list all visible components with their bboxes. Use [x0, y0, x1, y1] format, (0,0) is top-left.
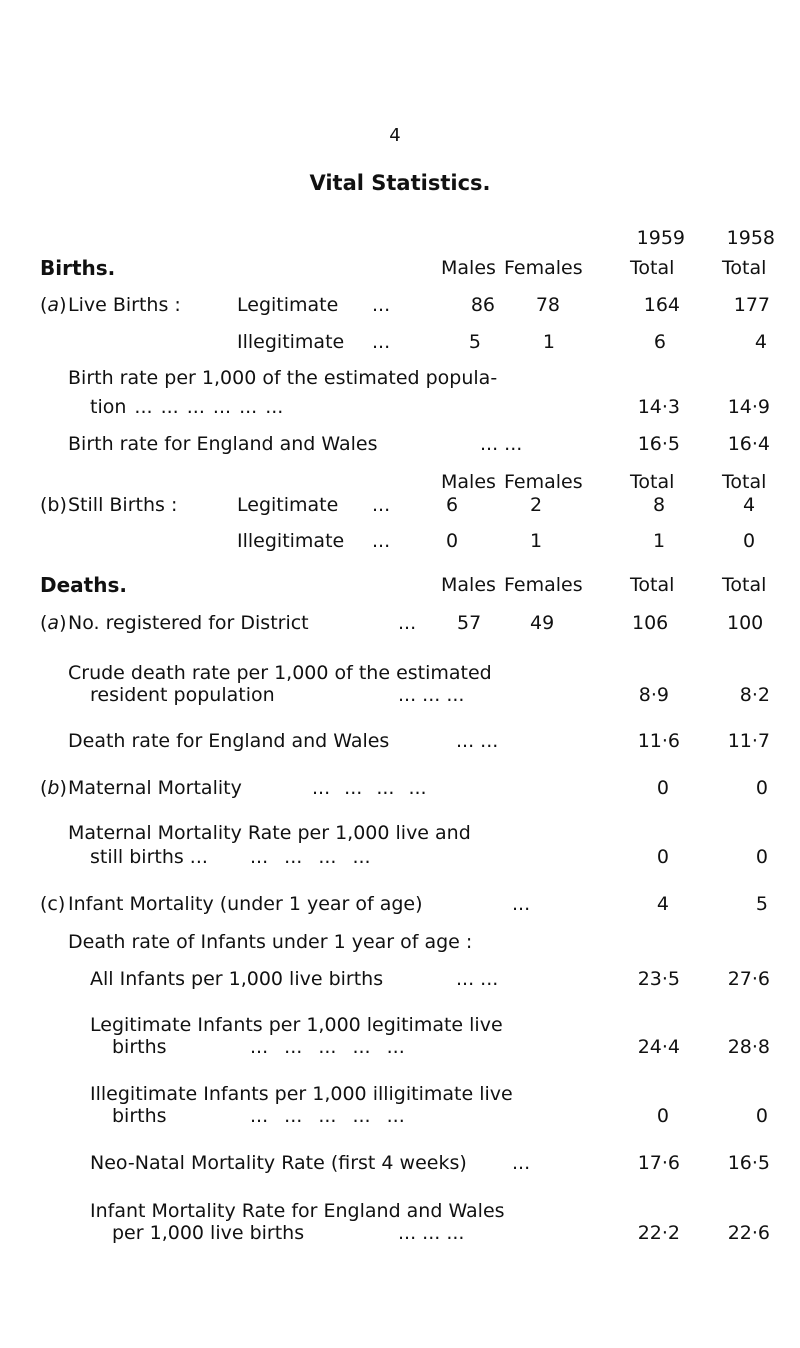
deaths-col-total-1958: Total [722, 574, 767, 596]
ew-birth-rate-1959: 16·5 [637, 433, 680, 455]
live-legit-males: 86 [470, 294, 495, 316]
ew-birth-rate-label: Birth rate for England and Wales [68, 433, 378, 455]
still-births-label: Still Births : [68, 494, 178, 516]
ew-infant-line1: Infant Mortality Rate for England and Wales [90, 1200, 505, 1222]
legit-infants-line1: Legitimate Infants per 1,000 legitimate live [90, 1014, 503, 1036]
leader-dots: ... [372, 494, 391, 516]
registered-females: 49 [530, 612, 555, 634]
birth-rate-1958: 14·9 [727, 396, 770, 418]
still-legit-total-1959: 8 [653, 494, 666, 516]
registered-marker: (a) [40, 612, 67, 634]
ew-infant-1959: 22·2 [637, 1222, 680, 1244]
leader-dots: ... [398, 612, 417, 634]
leader-dots: ... ... ... [398, 684, 465, 706]
infant-label: Infant Mortality (under 1 year of age) [68, 893, 423, 915]
ew-infant-line2: per 1,000 live births [112, 1222, 305, 1244]
live-legit-females: 78 [535, 294, 560, 316]
col-males: Males [441, 257, 496, 279]
live-illegit-label: Illegitimate [237, 331, 345, 353]
live-illegit-males: 5 [468, 331, 481, 353]
still-illegit-total-1958: 0 [743, 530, 756, 552]
leader-dots: ... [512, 893, 531, 915]
birth-rate-line1: Birth rate per 1,000 of the estimated popula- [68, 367, 498, 389]
live-births-label: Live Births : [68, 294, 181, 316]
birth-rate-line2: tion ... ... ... ... ... ... [90, 396, 284, 418]
infant-1959: 4 [656, 893, 669, 915]
crude-1958: 8·2 [739, 684, 770, 706]
live-legit-total-1958: 177 [733, 294, 770, 316]
live-illegit-total-1959: 6 [653, 331, 666, 353]
live-births-marker: (a) [40, 294, 67, 316]
still-illegit-total-1959: 1 [653, 530, 666, 552]
illegit-infants-1958: 0 [755, 1105, 768, 1127]
still-col-females: Females [504, 471, 583, 493]
birth-rate-1959: 14·3 [637, 396, 680, 418]
year-1959: 1959 [636, 227, 685, 249]
still-col-males: Males [441, 471, 496, 493]
infant-rate-heading: Death rate of Infants under 1 year of age : [68, 931, 473, 953]
deaths-col-females: Females [504, 574, 583, 596]
crude-line2: resident population [90, 684, 275, 706]
maternal-rate-1959: 0 [656, 846, 669, 868]
page-title: Vital Statistics. [309, 171, 491, 195]
registered-total-1958: 100 [727, 612, 764, 634]
still-legit-females: 2 [530, 494, 543, 516]
maternal-1958: 0 [755, 777, 768, 799]
registered-label: No. registered for District [68, 612, 309, 634]
leader-dots: ... ... [480, 433, 523, 455]
maternal-rate-line1: Maternal Mortality Rate per 1,000 live and [68, 822, 471, 844]
live-illegit-females: 1 [542, 331, 555, 353]
all-infants-1959: 23·5 [637, 968, 680, 990]
maternal-label: Maternal Mortality [68, 777, 242, 799]
leader-dots: ... ... ... [398, 1222, 465, 1244]
still-col-total-1959: Total [630, 471, 675, 493]
still-illegit-females: 1 [530, 530, 543, 552]
leader-dots: ... ... [456, 968, 499, 990]
ew-death-label: Death rate for England and Wales [68, 730, 390, 752]
all-infants-1958: 27·6 [727, 968, 770, 990]
illegit-infants-line2: births [112, 1105, 167, 1127]
live-legit-label: Legitimate [237, 294, 339, 316]
maternal-rate-1958: 0 [755, 846, 768, 868]
year-1958: 1958 [726, 227, 775, 249]
ew-death-1959: 11·6 [637, 730, 680, 752]
infant-1958: 5 [755, 893, 768, 915]
neonatal-1958: 16·5 [727, 1152, 770, 1174]
still-legit-label: Legitimate [237, 494, 339, 516]
leader-dots: ... [372, 530, 391, 552]
deaths-col-males: Males [441, 574, 496, 596]
leader-dots: ... ... ... ... ... [250, 1105, 405, 1127]
all-infants-label: All Infants per 1,000 live births [90, 968, 384, 990]
still-legit-males: 6 [446, 494, 459, 516]
crude-1959: 8·9 [638, 684, 669, 706]
leader-dots: ... ... ... ... ... [250, 1036, 405, 1058]
still-col-total-1958: Total [722, 471, 767, 493]
still-illegit-label: Illegitimate [237, 530, 345, 552]
legit-infants-1959: 24·4 [637, 1036, 680, 1058]
leader-dots: ... [372, 294, 391, 316]
crude-line1: Crude death rate per 1,000 of the estimated [68, 662, 492, 684]
ew-death-1958: 11·7 [727, 730, 770, 752]
ew-birth-rate-1958: 16·4 [727, 433, 770, 455]
neonatal-1959: 17·6 [637, 1152, 680, 1174]
deaths-heading: Deaths. [40, 573, 127, 597]
deaths-col-total-1959: Total [630, 574, 675, 596]
legit-infants-line2: births [112, 1036, 167, 1058]
registered-males: 57 [457, 612, 482, 634]
births-heading: Births. [40, 256, 116, 280]
registered-total-1959: 106 [632, 612, 669, 634]
live-legit-total-1959: 164 [643, 294, 680, 316]
col-total-1958: Total [722, 257, 767, 279]
ew-infant-1958: 22·6 [727, 1222, 770, 1244]
illegit-infants-1959: 0 [656, 1105, 669, 1127]
maternal-1959: 0 [656, 777, 669, 799]
live-illegit-total-1958: 4 [754, 331, 767, 353]
neonatal-label: Neo-Natal Mortality Rate (first 4 weeks) [90, 1152, 467, 1174]
illegit-infants-line1: Illegitimate Infants per 1,000 illigitimate live [90, 1083, 513, 1105]
still-illegit-males: 0 [446, 530, 459, 552]
infant-marker: (c) [40, 893, 66, 915]
col-females: Females [504, 257, 583, 279]
leader-dots: ... [512, 1152, 531, 1174]
still-births-marker: (b) [40, 494, 67, 516]
still-legit-total-1958: 4 [743, 494, 756, 516]
leader-dots: ... ... ... ... [312, 777, 427, 799]
maternal-marker: (b) [40, 777, 67, 799]
page-number: 4 [389, 125, 401, 146]
leader-dots: ... ... ... ... [250, 846, 371, 868]
leader-dots: ... [372, 331, 391, 353]
col-total-1959: Total [630, 257, 675, 279]
leader-dots: ... ... [456, 730, 499, 752]
maternal-rate-line2: still births ... [90, 846, 208, 868]
legit-infants-1958: 28·8 [727, 1036, 770, 1058]
